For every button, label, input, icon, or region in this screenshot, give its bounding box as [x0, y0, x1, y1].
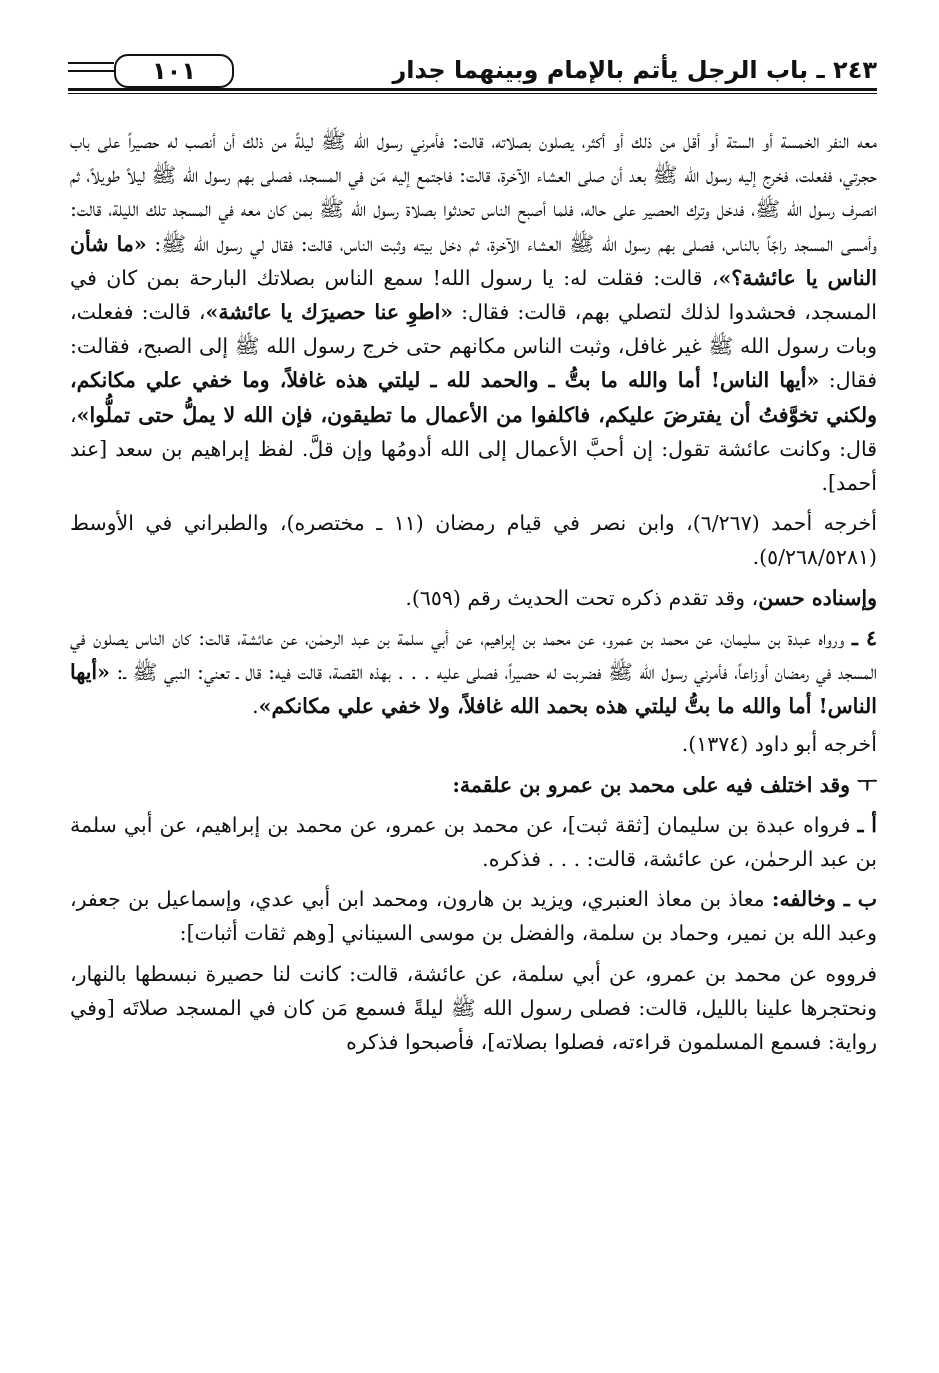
text-run: ، قال: وكانت عائشة تقول: إن أحبَّ الأعمال إلى الله أدومُها وإن قلَّ. لفظ إبراهيم بن سعد [عند أحمد].	[70, 402, 877, 496]
running-title: ٢٤٣ ـ باب الرجل يأتم بالإمام وبينهما جدار	[392, 56, 877, 84]
hadith-quote: «أيها الناس! أما والله ما بتُّ ليلتي هذه بحمد الله غافلاً، ولا خفي علي مكانكم»	[70, 660, 877, 719]
header-rule	[68, 88, 877, 94]
hadith-quote: «ما شأن الناس يا عائشة؟»	[70, 231, 877, 290]
paragraph	[70, 124, 877, 500]
item-number: ٤ ـ	[851, 625, 877, 650]
paragraph	[70, 957, 877, 1060]
paragraph	[70, 621, 877, 724]
text-run: ، قالت: فقلت له: يا رسول الله! سمع الناس بصلاتك البارحة بمن كان في المسجد، فحشدوا لذلك لتصلي بهم، قالت: فقال:	[70, 265, 877, 325]
header-ornament-line	[68, 62, 114, 72]
text-run: فرووه عن محمد بن عمرو، عن أبي سلمة، عن عائشة، قالت: كانت لنا حصيرة نبسطها بالنهار، ونحتجرها علينا بالليل، قالت: فصلى رسول الله ﷺ ليلةً فسمع مَن كان في المسجد صلاتَه [وفي رواية: فسمع المسلمون قراءته، فصلوا بصلاته]، فأصبحوا فذكره	[70, 961, 877, 1055]
text-run: .	[252, 694, 259, 719]
text-run: وإسناده حسن	[758, 585, 877, 610]
paragraph	[70, 882, 877, 950]
text-run: معه النفر الخمسة أو الستة أو أقل من ذلك أو أكثر، يصلون بصلاته، قالت: فأمرني رسول الله ﷺ ليلةً من ذلك أن أنصب له حصيراً على باب حجرتي، ففعلت، فخرج إليه رسول الله ﷺ بعد أن صلى العشاء الآخرة، قالت: فاجتمع إليه مَن في المسجد، فصلى بهم رسول الله ﷺ ليلاً طويلاً، ثم انصرف رسول الله ﷺ، فدخل وترك الحصير على حاله، فلما أصبح الناس تحدثوا بصلاة رسول الله ﷺ بمن كان معه في المسجد تلك الليلة، قالت: وأمسى المسجد راجّاً بالناس، فصلى بهم رسول الله ﷺ العشاء الآخرة، ثم دخل بيته وثبت الناس، قالت: فقال لي رسول الله ﷺ:	[70, 129, 878, 256]
hadith-quote: «أيها الناس! أما والله ما بتُّ ـ والحمد لله ـ ليلتي هذه غافلاً، وما خفي علي مكانكم، ولكني تخوَّفتُ أن يفترضَ عليكم، فاكلفوا من الأعمال ما تطيقون، فإن الله لا يملُّ حتى تملُّوا»	[70, 368, 877, 427]
page-number: ١٠١	[114, 54, 234, 88]
page-header	[68, 50, 877, 94]
text-run: معاذ بن معاذ العنبري، ويزيد بن هارون، ومحمد ابن أبي عدي، وإسماعيل بن جعفر، وعبد الله بن نمير، وحماد بن سلمة، والفضل بن موسى السيناني [وهم ثقات أثبات]:	[70, 887, 877, 946]
text-run: ، وقد تقدم ذكره تحت الحديث رقم (٦٥٩).	[405, 585, 759, 610]
item-letter: أ ـ	[857, 812, 877, 837]
paragraph	[70, 506, 877, 574]
section-note: ￓ وقد اختلف فيه على محمد بن عمرو بن علقمة:	[452, 772, 877, 797]
hadith-quote: «اطوِ عنا حصيرَك يا عائشة»	[205, 300, 454, 325]
text-run: فرواه عبدة بن سليمان [ثقة ثبت]، عن محمد بن عمرو، عن محمد بن إبراهيم، عن أبي سلمة بن عبد الرحمٰن، عن عائشة، قالت: . . . فذكره.	[70, 812, 877, 872]
item-letter: ب ـ وخالفه:	[771, 887, 877, 912]
paragraph	[70, 768, 877, 802]
paragraph	[70, 727, 877, 761]
text-run: ، قالت: ففعلت، وبات رسول الله ﷺ غير غافل، وثبت الناس مكانهم حتى خرج رسول الله ﷺ إلى الصبح، فقالت: فقال:	[70, 300, 878, 393]
text-run: أخرجه أحمد (٦/٢٦٧)، وابن نصر في قيام رمضان (١١ ـ مختصره)، والطبراني في الأوسط (٥/٢٦٨/٥٢٨١).	[70, 511, 877, 570]
paragraph	[70, 581, 877, 615]
paragraph	[70, 808, 877, 876]
text-run: أخرجه أبو داود (١٣٧٤).	[681, 732, 877, 757]
text-run: ورواه عبدة بن سليمان، عن محمد بن عمرو، عن محمد بن إبراهيم، عن أبي سلمة بن عبد الرحمٰن، عن عائشة، قالت: كان الناس يصلون في المسجد في رمضان أوزاعاً، فأمرني رسول الله ﷺ فضربت له حصيراً، فصلى عليه . . . بهذه القصة، قالت فيه: قال ـ تعني: النبي ﷺ ـ:	[70, 625, 877, 685]
page-body	[70, 124, 877, 1353]
